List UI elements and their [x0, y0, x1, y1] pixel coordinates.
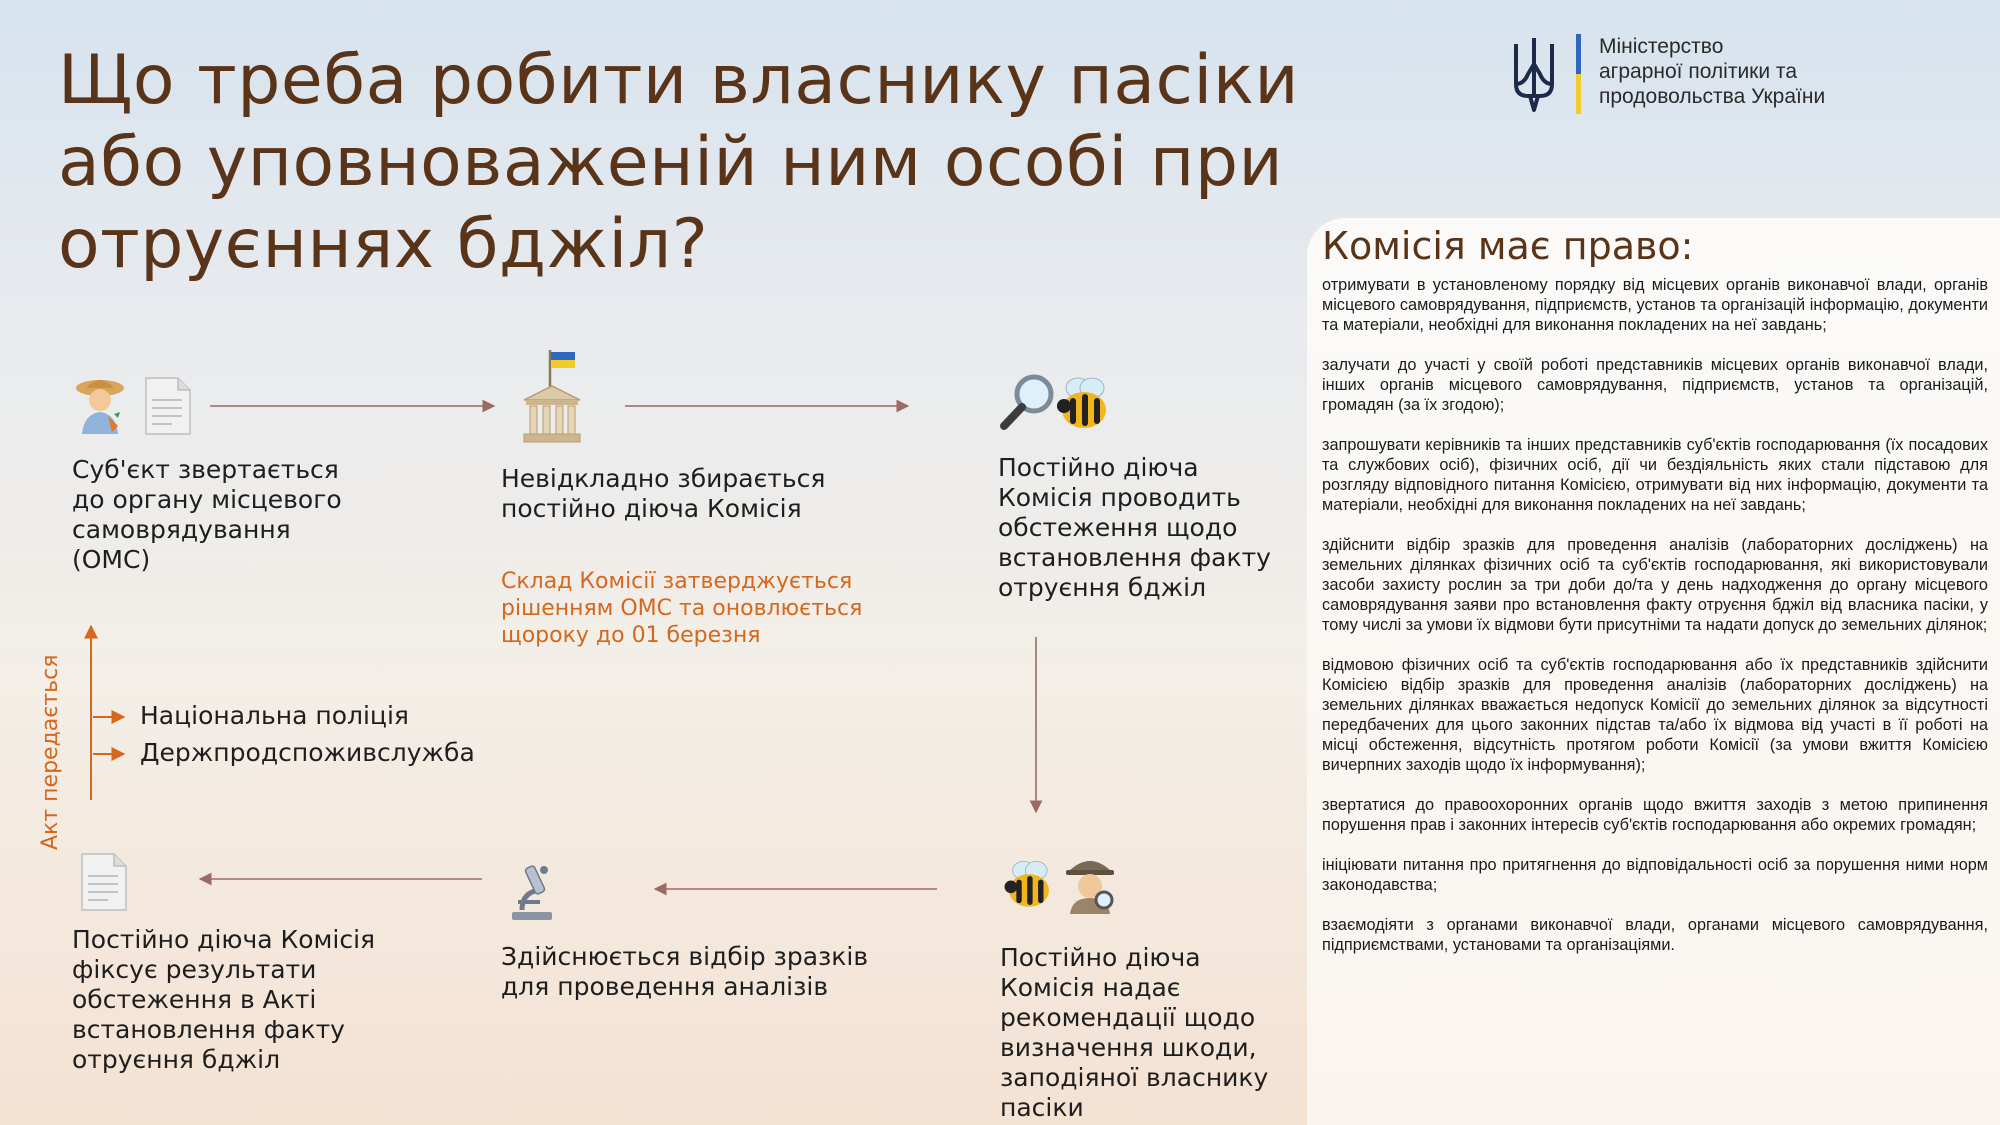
step-5-text: Здійснюється відбір зразків для проведення аналізів: [501, 942, 869, 1001]
ukraine-flag-icon: [550, 350, 575, 390]
right-item: здійснити відбір зразків для проведення аналізів (лабораторних досліджень) на земельних ділянках фізичних осіб та суб'єктів господарювання, які використовували засоби захисту рослин за три доби до/та у день надходження до органу місцевого самоврядування заяви про встановлення факту отруєння бджіл від власника пасіки, у тому числі за умови їх відмови бути присутніми та надати допуск до земельних ділянок;: [1322, 536, 1988, 634]
step-1-text: Суб'єкт звертається до органу місцевого самоврядування (ОМС): [72, 455, 342, 574]
right-item: взаємодіяти з органами виконавчої влади, органами місцевого самоврядування, підприємствами, установами та організаціями.: [1322, 916, 1988, 954]
recipient-police: Національна поліція: [140, 701, 409, 730]
farmer-icon: [68, 372, 132, 436]
ukraine-color-bar: [1576, 34, 1581, 114]
recipient-dpss: Держпродспоживслужба: [140, 738, 475, 767]
step-6-text: Постійно діюча Комісія фіксує результати обстеження в Акті встановлення факту отруєння бджіл: [72, 925, 376, 1074]
page-title: Що треба робити власнику пасіки або уповноваженій ним особі при отруєннях бджіл?: [58, 41, 1300, 284]
bee-icon: [1052, 372, 1116, 436]
trident-icon: [1510, 34, 1558, 114]
right-item: відмовою фізичних осіб та суб'єктів господарювання або їх представників здійснити Комісією відбір зразків для проведення аналізів (лабораторних досліджень) на земельних ділянках вважається недопуск Комісії до земельних ділянок за відсутності передбачених для цього законних підстав та/або їх відмова від участі в її роботі на місці обстеження, відсутність протягом роботи Комісії (за умови вжиття Комісією вичерпних заходів щодо їх інформування);: [1322, 656, 1988, 774]
government-building-icon: [520, 346, 584, 446]
right-item: звертатися до правоохоронних органів щодо вжиття заходів з метою припинення порушення прав і законних інтересів суб'єктів господарювання або окремих громадян;: [1322, 796, 1988, 834]
ministry-line-3: продовольства України: [1599, 85, 1826, 108]
detective-icon: [1060, 854, 1120, 916]
right-item: запрошувати керівників та інших представників суб'єктів господарювання (їх посадових та службових осіб), фізичних осіб, дії чи бездіяльність яких стали підставою для розгляду відповідного питання Комісією, отримувати від них інформацію, документи та матеріали, необхідні для виконання покладених на неї завдань;: [1322, 436, 1988, 514]
ministry-logo-block: [1510, 34, 1825, 114]
ministry-name: [1599, 34, 1825, 109]
step-2-text: Невідкладно збирається постійно діюча Комісія: [501, 464, 826, 523]
rights-list: [1322, 275, 1988, 975]
rights-title: Комісія має право:: [1322, 224, 1694, 268]
right-item: отримувати в установленому порядку від місцевих органів виконавчої влади, органів місцевого самоврядування, підприємств, установ та організацій інформацію, документи та матеріали, необхідні для виконання покладених на неї завдань;: [1322, 276, 1988, 334]
document-icon: [142, 376, 194, 436]
ministry-line-1: Міністерство: [1599, 35, 1724, 58]
step-2-note: Склад Комісії затверджується рішенням ОМС та оновлюється щороку до 01 березня: [501, 569, 863, 648]
microscope-icon: [506, 862, 558, 922]
right-item: залучати до участі у своїй роботі представників місцевих органів виконавчої влади, інших органів місцевого самоврядування, підприємств, установ та організацій, громадян (за їх згодою);: [1322, 356, 1988, 414]
magnifier-icon: [998, 372, 1058, 434]
document-icon: [78, 852, 130, 912]
bee-icon: [1000, 854, 1058, 916]
right-item: ініціювати питання про притягнення до відповідальності осіб за порушення ними норм законодавства;: [1322, 856, 1988, 894]
akt-label: Акт передається: [38, 654, 63, 850]
step-4-text: Постійно діюча Комісія надає рекомендації щодо визначення шкоди, заподіяної власнику пасіки: [1000, 943, 1269, 1122]
step-3-text: Постійно діюча Комісія проводить обстеження щодо встановлення факту отруєння бджіл: [998, 453, 1271, 602]
ministry-line-2: аграрної політики та: [1599, 60, 1797, 83]
